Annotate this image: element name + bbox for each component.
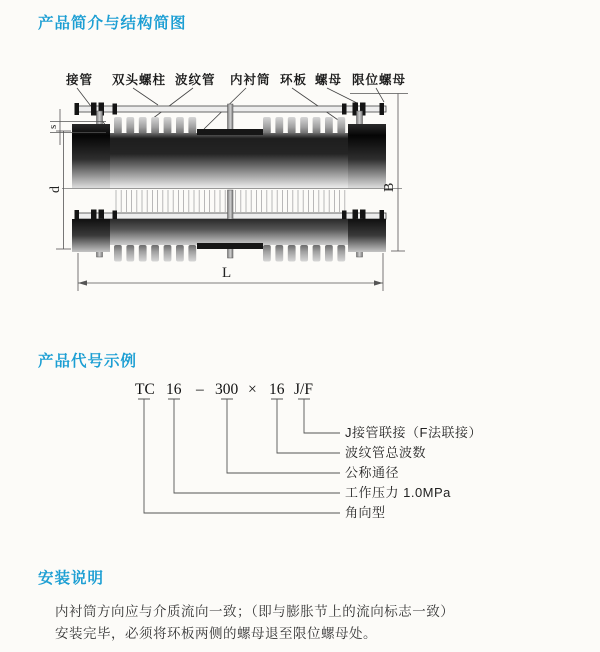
right-flange-top [348,124,386,188]
dim-d-label: d [48,186,63,193]
dimension-d [48,131,71,249]
section-heading-install: 安装说明 [38,570,105,587]
code-seg-times: × [248,381,257,398]
install-instructions [55,601,454,645]
label-limit-nut: 限位螺母 [352,73,407,87]
code-callouts [345,425,482,520]
install-line-1: 内衬筒方向应与介质流向一致；（即与膨胀节上的流向标志一致） [55,604,455,619]
bellows-shroud [108,133,350,188]
label-ring-plate: 环板 [280,73,308,87]
dimension-l [78,253,383,291]
code-seg-waves: 16 [269,381,285,398]
liner-edge-bottom [197,243,263,249]
label-nut: 螺母 [315,73,343,87]
code-segments [135,381,313,398]
code-leader-lines [138,399,340,513]
callout-type: 角向型 [345,505,386,520]
code-seg-connection: J/F [294,381,313,398]
label-bellows: 波纹管 [175,73,216,87]
dim-l-label: L [222,265,232,281]
dim-b-label: B [382,182,397,192]
callout-waves: 波纹管总波数 [345,445,427,460]
section-heading-code: 产品代号示例 [38,353,138,370]
code-seg-type: TC [135,381,155,398]
label-stud-bolt: 双头螺柱 [112,73,167,87]
liner-edge-top [197,129,263,135]
callout-connection: J接管联接（F法联接） [345,425,482,440]
left-flange-bottom [72,219,110,252]
callout-pressure: 工作压力 1.0MPa [345,485,451,500]
install-line-2: 安装完毕，必须将环板两侧的螺母退至限位螺母处。 [55,626,377,641]
code-seg-pressure: 16 [166,381,182,398]
dim-s-label: s [47,124,59,129]
label-pipe-end: 接管 [66,73,94,87]
code-seg-dash: – [196,381,204,398]
part-labels [65,72,406,87]
section-heading-intro: 产品简介与结构简图 [38,15,187,32]
callout-diameter: 公称通径 [345,465,400,480]
left-flange-top [72,124,110,188]
limit-nut-top [380,103,385,115]
code-seg-diameter: 300 [215,381,239,398]
lower-body [72,190,386,262]
right-flange-bottom [348,219,386,252]
label-inner-liner: 内衬筒 [230,73,271,87]
